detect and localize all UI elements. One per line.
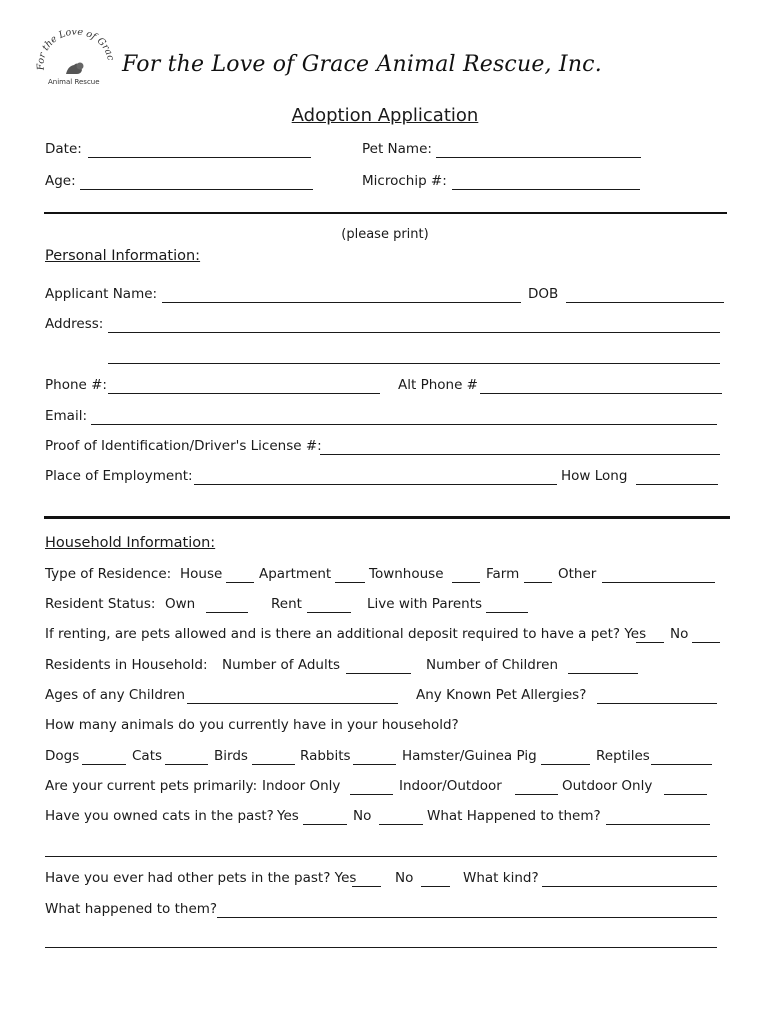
townhouse-field[interactable] (452, 582, 480, 583)
townhouse-label: Townhouse (369, 566, 444, 582)
organization-title: For the Love of Grace Animal Rescue, Inc. (122, 52, 602, 77)
owned-cats-no-label: No (353, 808, 372, 824)
what-happened-field-line2[interactable] (45, 856, 717, 857)
address-field-line2[interactable] (108, 363, 720, 364)
what-happened-field[interactable] (606, 824, 710, 825)
renting-no-label: No (670, 626, 689, 642)
household-info-heading: Household Information: (45, 535, 216, 551)
other-field[interactable] (602, 582, 715, 583)
cats-field[interactable] (165, 764, 208, 765)
indoor-only-label: Indoor Only (262, 778, 341, 794)
how-long-label: How Long (561, 468, 628, 484)
allergies-label: Any Known Pet Allergies? (416, 687, 587, 703)
ages-children-label: Ages of any Children (45, 687, 186, 703)
owned-cats-yes-field[interactable] (303, 824, 347, 825)
dob-label: DOB (528, 286, 559, 302)
indoor-only-field[interactable] (350, 794, 393, 795)
rabbits-field[interactable] (353, 764, 396, 765)
pet-name-label: Pet Name: (362, 141, 432, 157)
residents-label: Residents in Household: (45, 657, 208, 673)
renting-yes-field[interactable] (636, 642, 664, 643)
reptiles-label: Reptiles (596, 748, 650, 764)
other-pets-no-field[interactable] (421, 886, 450, 887)
ages-children-field[interactable] (187, 703, 398, 704)
what-kind-field[interactable] (542, 886, 717, 887)
email-label: Email: (45, 408, 88, 424)
apartment-field[interactable] (335, 582, 365, 583)
pet-name-field[interactable] (436, 157, 641, 158)
owned-cats-yes-label: Yes (277, 808, 299, 824)
rent-field[interactable] (307, 612, 351, 613)
employment-label: Place of Employment: (45, 468, 193, 484)
hamster-label: Hamster/Guinea Pig (402, 748, 537, 764)
microchip-field[interactable] (452, 189, 640, 190)
dogs-label: Dogs (45, 748, 80, 764)
owned-cats-no-field[interactable] (379, 824, 423, 825)
own-label: Own (165, 596, 196, 612)
rescue-logo (36, 30, 116, 90)
indoor-outdoor-label: Indoor/Outdoor (399, 778, 502, 794)
other-pets-label: Have you ever had other pets in the past? Yes (45, 870, 357, 886)
owned-cats-label: Have you owned cats in the past? (45, 808, 274, 824)
alt-phone-field[interactable] (480, 393, 722, 394)
proof-id-label: Proof of Identification/Driver's License #: (45, 438, 322, 454)
outdoor-only-label: Outdoor Only (562, 778, 653, 794)
age-field[interactable] (80, 189, 313, 190)
form-title: Adoption Application (291, 105, 479, 126)
renting-question: If renting, are pets allowed and is there an additional deposit required to have a pet? Yes (45, 626, 647, 642)
what-kind-label: What kind? (463, 870, 539, 886)
hamster-field[interactable] (541, 764, 590, 765)
what-happened2-label: What happened to them? (45, 901, 218, 917)
divider (44, 516, 730, 519)
birds-label: Birds (214, 748, 248, 764)
live-with-parents-field[interactable] (486, 612, 528, 613)
rabbits-label: Rabbits (300, 748, 351, 764)
apartment-label: Apartment (259, 566, 332, 582)
alt-phone-label: Alt Phone # (398, 377, 478, 393)
phone-label: Phone #: (45, 377, 107, 393)
applicant-name-field[interactable] (162, 302, 521, 303)
animals-question: How many animals do you currently have in your household? (45, 717, 459, 733)
birds-field[interactable] (252, 764, 295, 765)
num-children-field[interactable] (568, 673, 638, 674)
farm-label: Farm (486, 566, 520, 582)
address-label: Address: (45, 316, 104, 332)
logo-arc-text: For the Love of Grac (36, 30, 116, 71)
please-print-note: (please print) (341, 227, 429, 242)
reptiles-field[interactable] (651, 764, 712, 765)
num-adults-label: Number of Adults (222, 657, 341, 673)
address-field-line1[interactable] (108, 332, 720, 333)
applicant-name-label: Applicant Name: (45, 286, 158, 302)
own-field[interactable] (206, 612, 248, 613)
house-label: House (180, 566, 223, 582)
date-label: Date: (45, 141, 82, 157)
num-adults-field[interactable] (346, 673, 411, 674)
num-children-label: Number of Children (426, 657, 558, 673)
how-long-field[interactable] (636, 484, 718, 485)
what-happened-label: What Happened to them? (427, 808, 601, 824)
resident-status-label: Resident Status: (45, 596, 156, 612)
date-field[interactable] (88, 157, 311, 158)
other-label: Other (558, 566, 597, 582)
other-pets-no-label: No (395, 870, 414, 886)
personal-info-heading: Personal Information: (45, 248, 201, 264)
svg-text:Animal Rescue: Animal Rescue (48, 78, 100, 86)
indoor-outdoor-field[interactable] (515, 794, 558, 795)
what-happened2-field[interactable] (217, 917, 717, 918)
allergies-field[interactable] (597, 703, 717, 704)
pets-primarily-label: Are your current pets primarily: (45, 778, 258, 794)
dogs-field[interactable] (82, 764, 126, 765)
employment-field[interactable] (194, 484, 557, 485)
renting-no-field[interactable] (692, 642, 720, 643)
residence-type-label: Type of Residence: (45, 566, 172, 582)
proof-id-field[interactable] (320, 454, 720, 455)
email-field[interactable] (91, 424, 717, 425)
rent-label: Rent (271, 596, 302, 612)
farm-field[interactable] (524, 582, 552, 583)
live-with-parents-label: Live with Parents (367, 596, 483, 612)
outdoor-only-field[interactable] (664, 794, 707, 795)
microchip-label: Microchip #: (362, 173, 447, 189)
divider (44, 212, 727, 214)
what-happened2-field-line2[interactable] (45, 947, 717, 948)
house-field[interactable] (226, 582, 254, 583)
age-label: Age: (45, 173, 76, 189)
other-pets-yes-field[interactable] (352, 886, 381, 887)
phone-field[interactable] (108, 393, 380, 394)
cats-label: Cats (132, 748, 163, 764)
dob-field[interactable] (566, 302, 724, 303)
